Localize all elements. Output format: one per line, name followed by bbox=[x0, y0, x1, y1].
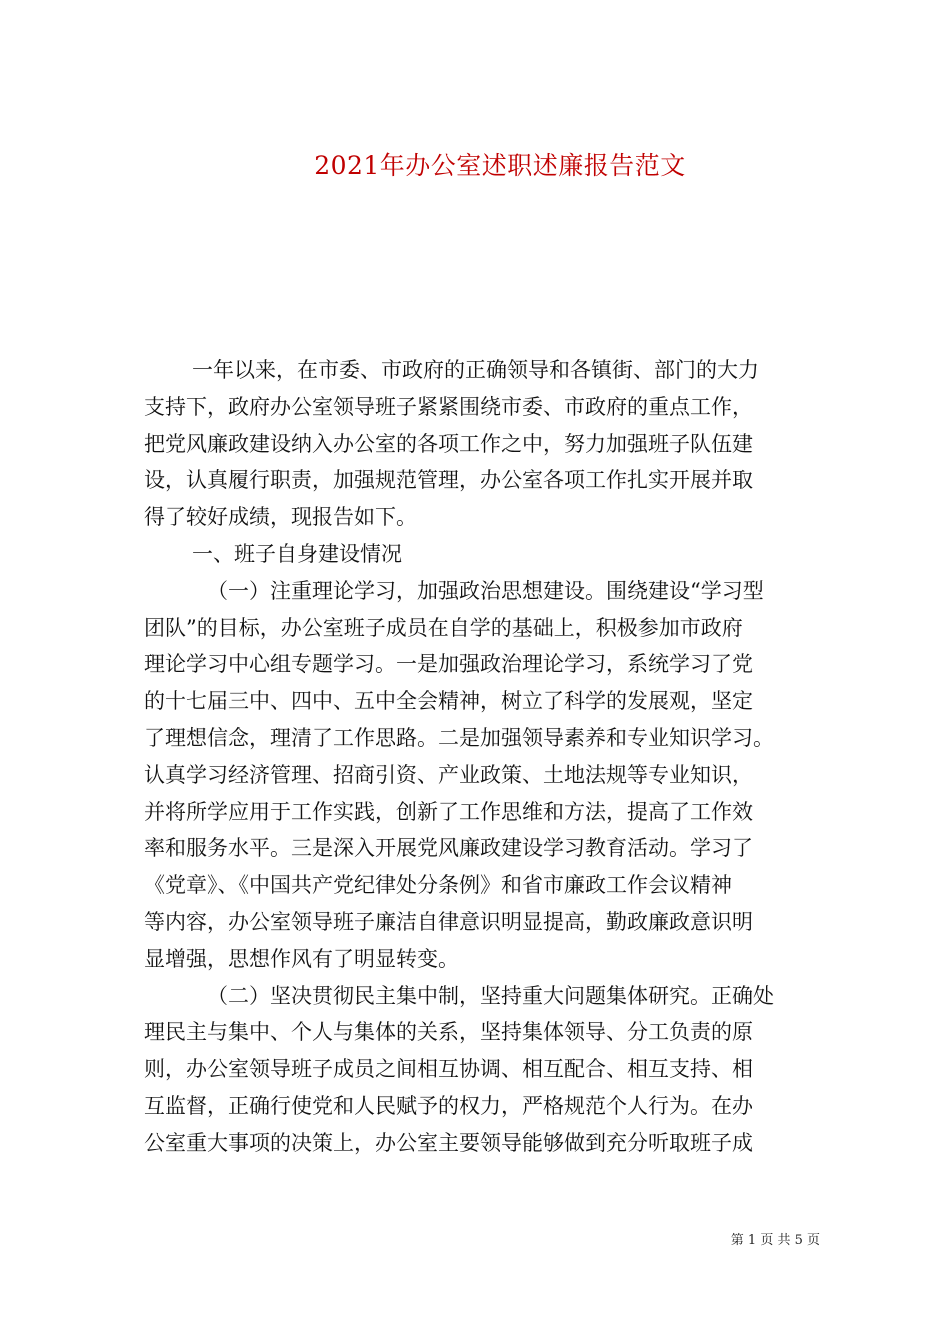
section-heading-1: 一、班子自身建设情况 bbox=[192, 541, 402, 566]
body-line-13: 并将所学应用于工作实践，创新了工作思维和方法，提高了工作效 bbox=[144, 799, 753, 824]
body-line-9: 理论学习中心组专题学习。一是加强政治理论学习，系统学习了党 bbox=[144, 652, 753, 677]
body-line-8: 团队”的目标，办公室班子成员在自学的基础上，积极参加市政府 bbox=[144, 615, 743, 640]
document-title: 2021年办公室述职述廉报告范文 bbox=[314, 150, 686, 180]
body-line-20: 则，办公室领导班子成员之间相互协调、相互配合、相互支持、相 bbox=[144, 1057, 753, 1082]
body-line-17: 显增强，思想作风有了明显转变。 bbox=[144, 946, 459, 971]
document-body bbox=[144, 352, 810, 1162]
body-line-1: 一年以来，在市委、市政府的正确领导和各镇街、部门的大力 bbox=[192, 358, 759, 382]
body-line-10: 的十七届三中、四中、五中全会精神，树立了科学的发展观，坚定 bbox=[144, 689, 753, 714]
body-line-11: 了理想信念，理清了工作思路。二是加强领导素养和专业知识学习。 bbox=[144, 725, 774, 750]
body-line-18: （二）坚决贯彻民主集中制，坚持重大问题集体研究。正确处 bbox=[207, 983, 774, 1008]
body-line-16: 等内容，办公室领导班子廉洁自律意识明显提高，勤政廉政意识明 bbox=[144, 909, 753, 934]
body-line-14: 率和服务水平。三是深入开展党风廉政建设学习教育活动。学习了 bbox=[144, 836, 753, 861]
body-line-7: （一）注重理论学习，加强政治思想建设。围绕建设“学习型 bbox=[207, 578, 764, 603]
body-line-19: 理民主与集中、个人与集体的关系，坚持集体领导、分工负责的原 bbox=[144, 1020, 753, 1045]
page-number-footer: 第 1 页 共 5 页 bbox=[730, 1233, 820, 1248]
body-line-21: 互监督，正确行使党和人民赋予的权力，严格规范个人行为。在办 bbox=[144, 1093, 753, 1118]
body-line-22: 公室重大事项的决策上，办公室主要领导能够做到充分听取班子成 bbox=[144, 1130, 753, 1155]
body-line-2: 支持下，政府办公室领导班子紧紧围绕市委、市政府的重点工作， bbox=[144, 394, 753, 419]
body-line-4: 设，认真履行职责，加强规范管理，办公室各项工作扎实开展并取 bbox=[144, 468, 753, 493]
body-line-15: 《党章》、《中国共产党纪律处分条例》和省市廉政工作会议精神 bbox=[144, 873, 732, 898]
body-line-12: 认真学习经济管理、招商引资、产业政策、土地法规等专业知识， bbox=[144, 762, 753, 787]
body-line-3: 把党风廉政建设纳入办公室的各项工作之中，努力加强班子队伍建 bbox=[144, 431, 753, 456]
body-line-5: 得了较好成绩，现报告如下。 bbox=[144, 505, 417, 530]
